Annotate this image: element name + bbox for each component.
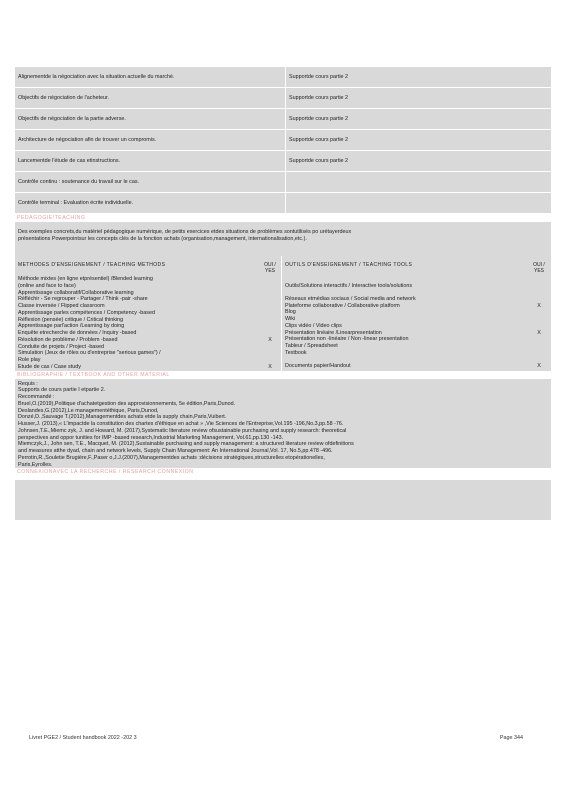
bibliography-line: Husser,J. (2013),« L'impactde la constitution des chartes d'éthique en achat » ,Vie Sciences de l'Entreprise,Vol.195 -196,No.3,pp.58 -76. xyxy=(18,421,344,427)
objective-row: Alignementde la négociation avec la situation actuelle du marché. xyxy=(15,67,285,88)
bibliography-list xyxy=(15,379,551,469)
tool-row xyxy=(282,336,550,343)
method-row-label: Enquête etrecherche de données / Inquiry -based xyxy=(18,330,137,336)
methods-header xyxy=(15,256,281,276)
tool-row-mark: X xyxy=(537,363,541,370)
method-row-mark xyxy=(259,276,281,283)
tool-row xyxy=(282,283,550,290)
tool-row-label xyxy=(282,289,528,296)
tool-row xyxy=(282,303,550,310)
objective-row: Contrôle terminal : Evaluation écrite individuelle. xyxy=(15,193,285,214)
tool-row-label: Clips vidéo / Video clips xyxy=(285,322,342,329)
tool-row-label: Plateforme collaborative / Collaborative platform xyxy=(285,302,400,309)
method-row-label: Apprentissage parles compétences / Competency -based xyxy=(18,309,155,316)
method-row xyxy=(15,357,281,364)
method-row xyxy=(15,303,281,310)
objective-row: Objectifs de négociation de l'acheteur. xyxy=(15,88,285,109)
tool-row-label: Tableur / Spreadsheet xyxy=(285,343,338,350)
bibliography-line: Perrotin,R.,Souletie Brugière,F.,Paser o,J.J.(2007),Managementdes achats :décisions stratégiques,structurelles etopérationelles, xyxy=(18,454,325,461)
tool-row xyxy=(282,316,550,323)
research-box xyxy=(15,480,551,520)
pedagogy-line: présentations Powerpointsur les concepts clés de la fonction achats (organisation,management, internationalisation,etc.). xyxy=(18,235,307,242)
research-heading: CONNEXIONAVEC LA RECHERCHE / RESEARCH CONNEXION xyxy=(17,469,194,476)
bibliography-line: Johnsen,T.E.,Miemc zyk, J. and Howard, M. (2017),Systematic literature review ofsustainable purchasing and supply research: theoretical xyxy=(18,427,347,434)
pedagogy-text xyxy=(15,222,551,252)
method-row xyxy=(15,276,281,283)
method-row-mark xyxy=(259,323,281,330)
bibliography-line: Recommandé : xyxy=(18,394,55,400)
support-row: Supportde cours partie 2 xyxy=(286,67,551,88)
bibliography-line: Donzé,D.,Sauvage T.(2012),Managementdes achats etde la supply chain,Paris,Vuibert. xyxy=(18,414,227,421)
tool-row xyxy=(282,350,550,357)
method-row-mark: X xyxy=(268,363,272,370)
support-row: Supportde cours partie 2 xyxy=(286,151,551,172)
method-row xyxy=(15,310,281,317)
method-row-label: (online and face to face) xyxy=(18,282,76,289)
objectives-left-column xyxy=(15,67,286,214)
method-row xyxy=(15,330,281,337)
tool-row-label: Présentation non -linéaire / Non -linear presentation xyxy=(285,336,409,343)
method-row-mark xyxy=(259,330,281,337)
tool-row xyxy=(282,289,550,296)
tool-row-mark xyxy=(528,336,550,343)
tool-row-label: Réseaux etmédias sociaux / Social media and network xyxy=(285,295,416,302)
tools-header xyxy=(282,256,550,276)
method-row-label: Réflexion (pensée) critique / Critical thinking xyxy=(18,316,124,323)
objective-row: Architecture de négociation afin de trouver un compromis. xyxy=(15,130,285,151)
tool-row xyxy=(282,363,550,370)
footer-page-number: Page 344 xyxy=(499,735,523,741)
method-row-label: Méthode mixtes (en ligne etprésentiel) /Blended learning xyxy=(18,276,153,282)
methods-tools-table xyxy=(15,252,551,371)
footer-handbook: Livret PGE2 / Student handbook 2022 -202 3 xyxy=(29,735,137,741)
method-row-label: Role play xyxy=(18,357,41,363)
method-row-mark xyxy=(259,344,281,351)
tool-row-label: Blog xyxy=(285,309,296,316)
method-row-mark xyxy=(259,296,281,303)
tool-row-mark xyxy=(528,350,550,357)
objectives-table xyxy=(15,67,551,214)
support-row xyxy=(286,172,551,193)
tool-row-mark: X xyxy=(537,302,541,309)
method-row xyxy=(15,317,281,324)
tool-row-mark xyxy=(528,276,550,283)
tool-row-mark xyxy=(528,316,550,323)
method-row-label: Apprentissage parl'action /Learning by doing xyxy=(18,323,125,330)
support-row: Supportde cours partie 2 xyxy=(286,88,551,109)
bibliography-line: Bruel,O.(2019),Politique d'achatetgestion des approvisionnements, 5e édition,Paris,Dunod. xyxy=(18,400,236,407)
tool-row-label: Outils/Solutions interactifs / Interactive tools/solutions xyxy=(285,282,413,289)
tool-row xyxy=(282,323,550,330)
method-row-mark xyxy=(259,303,281,310)
bibliography-line: Deslandes,G.(2012),Le managementéthique, Paris,Dunod, xyxy=(18,407,159,414)
support-row xyxy=(286,193,551,214)
method-row xyxy=(15,290,281,297)
bibliography-line: Miemczyk,J., John sen, T.E., Macquet, M. (2012),Sustainable purchasing and supply management: a structured literature review ofdefinitions xyxy=(18,441,354,448)
tool-row-mark xyxy=(528,283,550,290)
bibliography-line: perspectives and oppor tunities for IMP -based research,Industrial Marketing Management, Vol.61,pp.130 -143. xyxy=(18,434,284,441)
support-row: Supportde cours partie 2 xyxy=(286,130,551,151)
tool-row xyxy=(282,357,550,364)
tool-row-mark xyxy=(528,357,550,364)
page-footer xyxy=(29,735,523,742)
tools-column xyxy=(282,256,550,371)
tool-row xyxy=(282,330,550,337)
method-row-mark xyxy=(259,357,281,364)
tool-row-label: Wiki xyxy=(285,316,296,323)
method-row-label: Réfléchir - Se regrouper - Partager / Think -pair -share xyxy=(18,296,148,303)
method-row-label: Résolution de problème / Problem -based xyxy=(18,336,118,343)
method-row xyxy=(15,283,281,290)
methods-column xyxy=(15,256,282,371)
tool-row-label: Textbook xyxy=(285,349,307,356)
tool-row xyxy=(282,309,550,316)
tool-row-label: Présentation linéaire /Linearpresentation xyxy=(285,329,382,336)
method-row xyxy=(15,350,281,357)
bibliography-line: Paris,Eyrolles. xyxy=(18,461,53,468)
methods-title: METHODES D'ENSEIGNEMENT / TEACHING METHODS xyxy=(18,262,166,268)
pedagogy-line: Des exemples concrets,du matériel pédagogique numérique, de petits exercices etdes situations de problèmes sontutilisés po urétayerdeux xyxy=(18,229,352,235)
tool-row-label xyxy=(282,276,528,283)
tool-row xyxy=(282,296,550,303)
tool-row-mark: X xyxy=(537,329,541,336)
methods-yes-header: OUI / YES xyxy=(264,262,276,275)
pedagogy-heading: PEDAGOGIE/TEACHING xyxy=(17,215,86,221)
method-row-label: Classe inversée / Flipped classroom xyxy=(18,303,105,309)
method-row-label: Simulation (Jeux de rôles ou d'entreprise "serious games") / xyxy=(18,350,161,357)
support-row: Supportde cours partie 2 xyxy=(286,109,551,130)
objective-row: Lancementde l'étude de cas etinstructions. xyxy=(15,151,285,172)
method-row-mark xyxy=(259,310,281,317)
method-row-mark xyxy=(259,350,281,357)
method-row-mark xyxy=(259,317,281,324)
method-row-label: Conduite de projets / Project -based xyxy=(18,343,105,350)
tool-row-mark xyxy=(528,289,550,296)
method-row-mark xyxy=(259,283,281,290)
method-row-label: Apprentissage collaboratif/Collaborative learning xyxy=(18,289,134,296)
objective-row: Objectifs de négociation de la partie adverse. xyxy=(15,109,285,130)
bibliography-line: Requis : xyxy=(18,380,38,387)
tool-row-mark xyxy=(528,296,550,303)
bibliography-line: and measures atthe dyad, chain and network levels, Supply Chain Management: An International Journal,Vol. 17, No.5,pp.478 -496. xyxy=(18,448,333,454)
tool-row-label: Documents papier/Handout xyxy=(285,363,351,370)
method-row-label: Etude de cas / Case study xyxy=(18,363,81,370)
method-row-mark: X xyxy=(268,336,272,343)
tool-row xyxy=(282,276,550,283)
method-row xyxy=(15,337,281,344)
bibliography-line: Supports de cours partie I etpartie 2. xyxy=(18,387,106,394)
tools-yes-header: OUI / YES xyxy=(533,262,545,275)
method-row xyxy=(15,323,281,330)
tool-row-mark xyxy=(528,343,550,350)
method-row xyxy=(15,296,281,303)
bibliography-heading: BIBLIOGRAPHIE / TEXTBOOK AND OTHER MATERIAL xyxy=(17,371,170,378)
objectives-right-column xyxy=(286,67,551,214)
tool-row-mark xyxy=(528,309,550,316)
method-row-mark xyxy=(259,290,281,297)
tool-row-label xyxy=(282,357,528,364)
tools-rows xyxy=(282,276,550,370)
methods-rows xyxy=(15,276,281,371)
syllabus-page xyxy=(15,67,551,520)
tools-title: OUTILS D'ENSEIGNEMENT / TEACHING TOOLS xyxy=(285,262,413,268)
method-row xyxy=(15,344,281,351)
method-row xyxy=(15,364,281,371)
tool-row xyxy=(282,343,550,350)
tool-row-mark xyxy=(528,323,550,330)
objective-row: Contrôle continu : soutenance du travail sur le cas. xyxy=(15,172,285,193)
